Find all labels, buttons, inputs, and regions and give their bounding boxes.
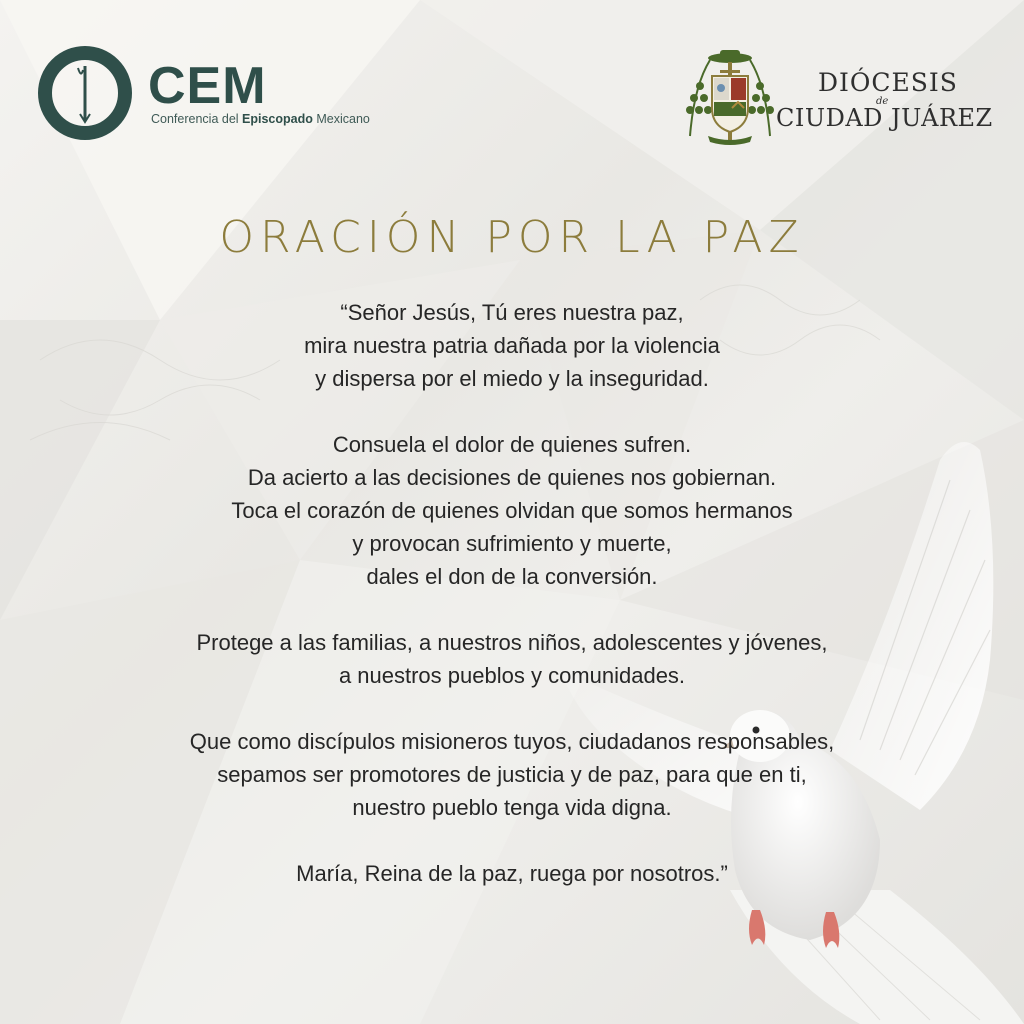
- prayer-line: Da acierto a las decisiones de quienes nos gobiernan.: [247, 465, 777, 490]
- diocese-logo: [680, 46, 1000, 156]
- prayer-line: sepamos ser promotores de justicia y de paz, para que en ti,: [217, 762, 807, 787]
- page-title: ORACIÓN POR LA PAZ: [219, 212, 805, 263]
- prayer-stanza: [60, 428, 964, 593]
- prayer-line: dales el don de la conversión.: [366, 564, 658, 589]
- cem-logo: [36, 44, 396, 146]
- prayer-line: y provocan sufrimiento y muerte,: [352, 531, 672, 556]
- prayer-stanza: [60, 857, 964, 890]
- prayer-stanza: [60, 725, 964, 824]
- prayer-stanza: [60, 626, 964, 692]
- prayer-line: Toca el corazón de quienes olvidan que somos hermanos: [231, 498, 793, 523]
- prayer-line: María, Reina de la paz, ruega por nosotros.”: [296, 861, 728, 886]
- prayer-line: nuestro pueblo tenga vida digna.: [352, 795, 672, 820]
- prayer-line: Protege a las familias, a nuestros niños, adolescentes y jóvenes,: [196, 630, 828, 655]
- cem-full-name: Conferencia del Episcopado Mexicano: [151, 112, 370, 126]
- prayer-text: [60, 296, 964, 890]
- prayer-line: Que como discípulos misioneros tuyos, ciudadanos responsables,: [189, 729, 835, 754]
- prayer-stanza: [60, 296, 964, 395]
- prayer-line: “Señor Jesús, Tú eres nuestra paz,: [340, 300, 684, 325]
- cem-acronym: CEM: [148, 57, 267, 115]
- diocese-title-line1: DIÓCESIS: [818, 68, 958, 97]
- prayer-line: mira nuestra patria dañada por la violencia: [304, 333, 720, 358]
- diocese-connector: de: [876, 96, 889, 107]
- coat-of-arms-icon: [680, 46, 780, 150]
- diocese-title-line2: CIUDAD JUÁREZ: [776, 104, 993, 132]
- prayer-line: a nuestros pueblos y comunidades.: [338, 663, 686, 688]
- prayer-line: Consuela el dolor de quienes sufren.: [332, 432, 692, 457]
- cem-ring-logo-icon: [36, 44, 134, 142]
- prayer-line: y dispersa por el miedo y la inseguridad.: [315, 366, 709, 391]
